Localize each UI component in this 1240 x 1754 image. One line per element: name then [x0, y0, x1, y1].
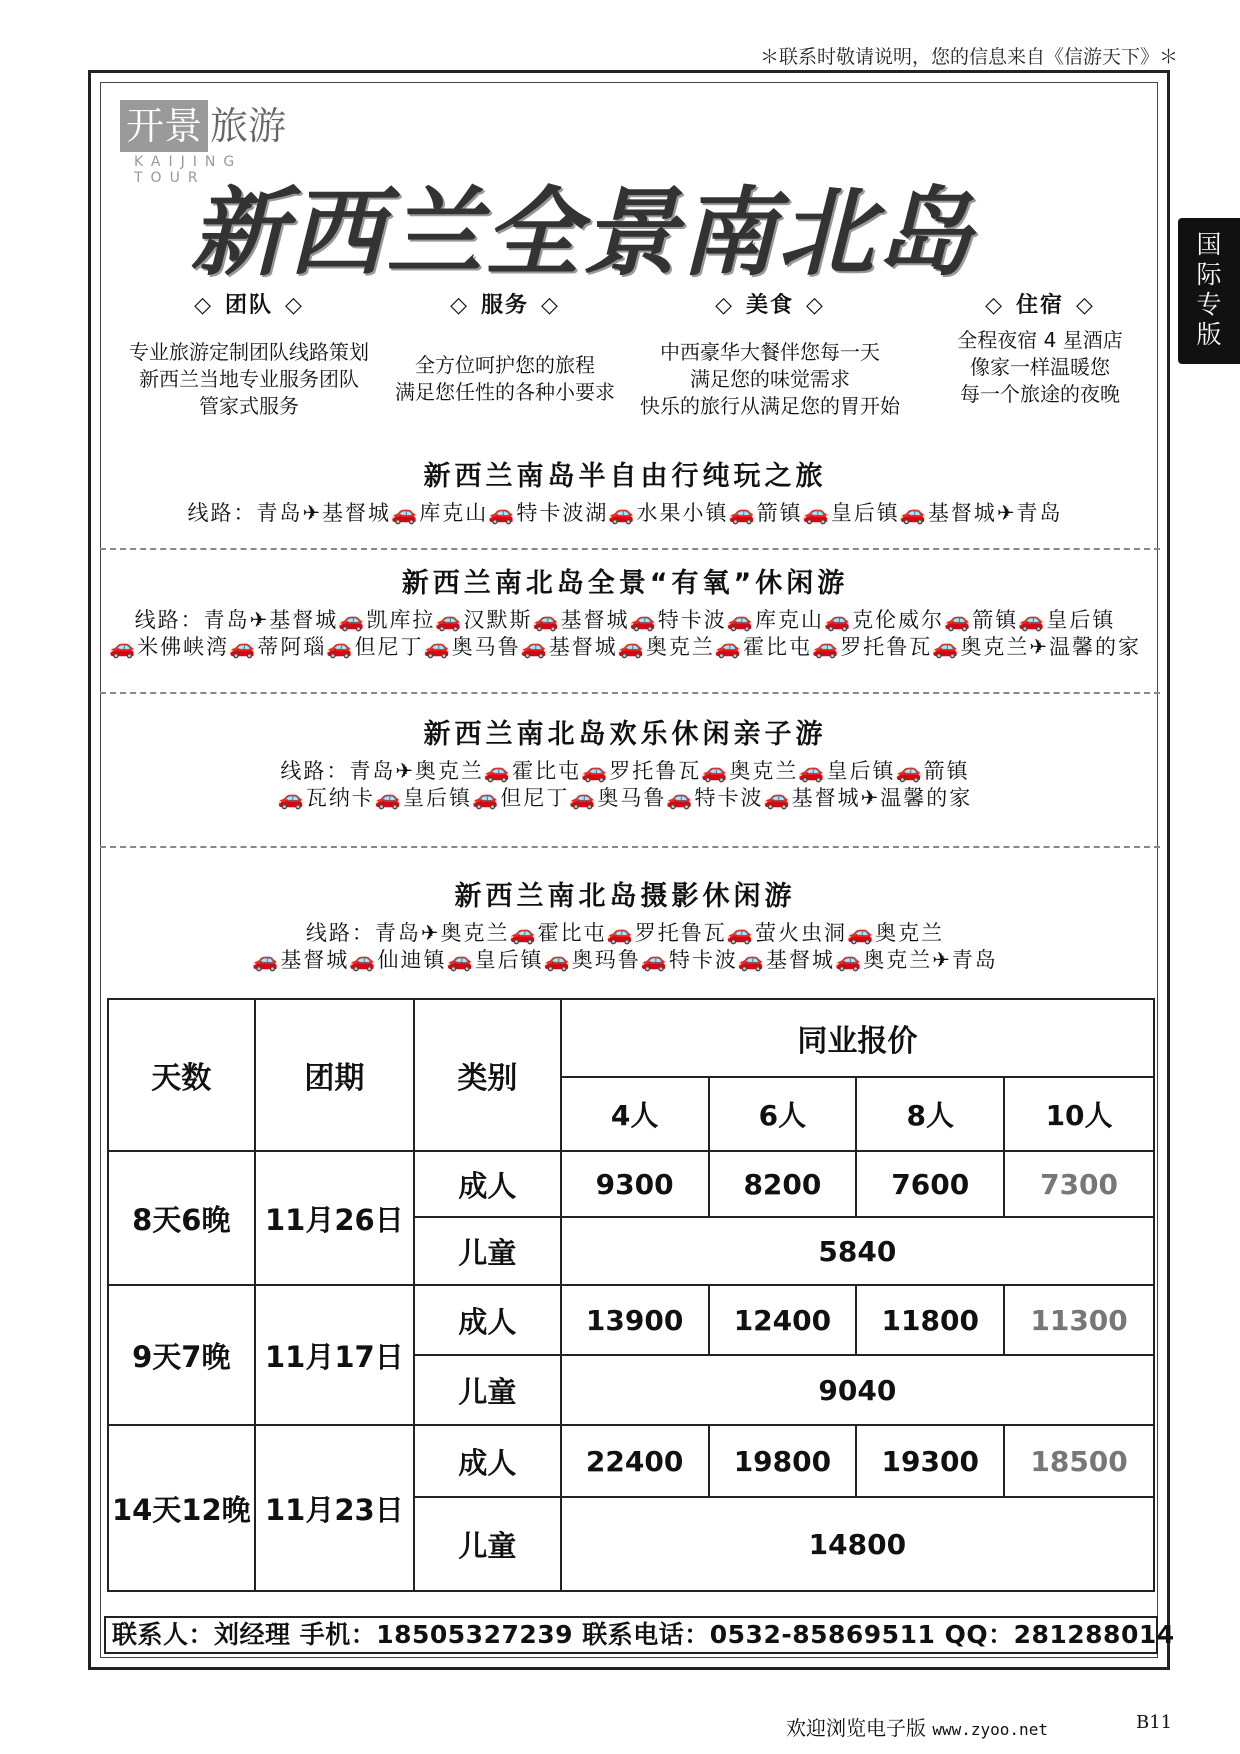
feature-line: 全程夜宿 4 星酒店 — [957, 328, 1123, 352]
row-category-adult: 成人 — [414, 1151, 561, 1217]
row-category-child: 儿童 — [414, 1217, 561, 1285]
diamond-icon: ◇ — [985, 293, 1004, 318]
header-days: 天数 — [108, 999, 255, 1151]
feature-line: 满足您的味觉需求 — [690, 367, 850, 391]
feature-heading: 美食 — [745, 293, 794, 318]
dashed-divider — [100, 548, 1160, 550]
header-price: 同业报价 — [561, 999, 1154, 1077]
diamond-icon: ◇ — [194, 293, 213, 318]
header-size: 6人 — [709, 1077, 857, 1151]
header-type: 类别 — [414, 999, 561, 1151]
section-side-tab — [1178, 218, 1240, 364]
diamond-icon: ◇ — [806, 293, 825, 318]
source-notice: ＊联系时敬请说明，您的信息来自《信游天下》＊ — [759, 46, 1178, 68]
feature-food — [620, 288, 920, 420]
feature-lodging — [920, 288, 1160, 408]
route-title: 新西兰南北岛摄影休闲游 — [454, 881, 796, 912]
row-days: 9天7晚 — [108, 1285, 255, 1425]
route-line: 🚗基督城🚗仙迪镇🚗皇后镇🚗奥玛鲁🚗特卡波🚗基督城🚗奥克兰✈青岛 — [252, 948, 998, 972]
route-title: 新西兰南北岛欢乐休闲亲子游 — [423, 719, 827, 750]
row-days: 14天12晚 — [108, 1425, 255, 1591]
route-line: 线路：青岛✈基督城🚗库克山🚗特卡波湖🚗水果小镇🚗箭镇🚗皇后镇🚗基督城✈青岛 — [187, 501, 1063, 525]
price-cell: 19800 — [709, 1425, 857, 1497]
feature-service — [370, 288, 640, 406]
feature-line: 像家一样温暖您 — [970, 355, 1110, 379]
page-number: B11 — [1136, 1712, 1173, 1733]
header-size: 8人 — [856, 1077, 1004, 1151]
row-category-child: 儿童 — [414, 1355, 561, 1425]
main-title: 新西兰全景南北岛 — [190, 177, 974, 289]
route-block — [100, 880, 1150, 974]
feature-line: 每一个旅途的夜晚 — [960, 382, 1120, 406]
feature-line: 管家式服务 — [199, 394, 299, 418]
price-cell: 7600 — [856, 1151, 1004, 1217]
price-cell: 9300 — [561, 1151, 709, 1217]
row-date: 11月26日 — [255, 1151, 415, 1285]
price-cell: 7300 — [1004, 1151, 1154, 1217]
diamond-icon: ◇ — [541, 293, 560, 318]
route-title: 新西兰南北岛全景“有氧”休闲游 — [401, 568, 849, 599]
price-cell: 12400 — [709, 1285, 857, 1355]
feature-line: 全方位呵护您的旅程 — [415, 353, 595, 377]
side-tab-char: 际 — [1196, 260, 1222, 289]
brand-logo — [120, 100, 287, 186]
route-line: 🚗米佛峡湾🚗蒂阿瑙🚗但尼丁🚗奥马鲁🚗基督城🚗奥克兰🚗霍比屯🚗罗托鲁瓦🚗奥克兰✈温馨的家 — [109, 635, 1141, 659]
price-cell: 18500 — [1004, 1425, 1154, 1497]
child-price-cell: 9040 — [561, 1355, 1154, 1425]
price-cell: 11800 — [856, 1285, 1004, 1355]
feature-line: 新西兰当地专业服务团队 — [139, 367, 359, 391]
route-block — [100, 718, 1150, 812]
row-category-child: 儿童 — [414, 1497, 561, 1591]
feature-line: 中西豪华大餐伴您每一天 — [660, 340, 880, 364]
row-category-adult: 成人 — [414, 1425, 561, 1497]
side-tab-char: 专 — [1196, 290, 1222, 319]
header-size: 4人 — [561, 1077, 709, 1151]
diamond-icon: ◇ — [450, 293, 469, 318]
feature-line: 快乐的旅行从满足您的胃开始 — [640, 394, 900, 418]
route-block — [100, 460, 1150, 527]
route-line: 线路：青岛✈奥克兰🚗霍比屯🚗罗托鲁瓦🚗萤火虫洞🚗奥克兰 — [305, 921, 945, 945]
price-cell: 19300 — [856, 1425, 1004, 1497]
header-date: 团期 — [255, 999, 415, 1151]
dashed-divider — [100, 846, 1160, 848]
price-cell: 11300 — [1004, 1285, 1154, 1355]
header-size: 10人 — [1004, 1077, 1154, 1151]
child-price-cell: 14800 — [561, 1497, 1154, 1591]
footer-url[interactable]: www.zyoo.net — [932, 1720, 1048, 1739]
price-table — [107, 998, 1155, 1592]
logo-boxed-text: 开景 — [120, 100, 208, 152]
footer-welcome: 欢迎浏览电子版 — [786, 1716, 926, 1740]
logo-english: KAIJING TOUR — [134, 154, 243, 186]
feature-heading: 服务 — [480, 293, 529, 318]
diamond-icon: ◇ — [285, 293, 304, 318]
diamond-icon: ◇ — [1076, 293, 1095, 318]
price-cell: 22400 — [561, 1425, 709, 1497]
footer — [786, 1712, 1173, 1741]
dashed-divider — [100, 692, 1160, 694]
route-title: 新西兰南岛半自由行纯玩之旅 — [423, 461, 827, 492]
feature-team — [104, 288, 394, 420]
diamond-icon: ◇ — [715, 293, 734, 318]
feature-line: 专业旅游定制团队线路策划 — [129, 340, 369, 364]
price-cell: 8200 — [709, 1151, 857, 1217]
child-price-cell: 5840 — [561, 1217, 1154, 1285]
row-category-adult: 成人 — [414, 1285, 561, 1355]
feature-heading: 住宿 — [1015, 293, 1064, 318]
route-line: 线路：青岛✈基督城🚗凯库拉🚗汉默斯🚗基督城🚗特卡波🚗库克山🚗克伦威尔🚗箭镇🚗皇后镇 — [134, 608, 1116, 632]
route-line: 🚗瓦纳卡🚗皇后镇🚗但尼丁🚗奥马鲁🚗特卡波🚗基督城✈温馨的家 — [277, 786, 973, 810]
feature-line: 满足您任性的各种小要求 — [395, 380, 615, 404]
row-date: 11月17日 — [255, 1285, 415, 1425]
row-days: 8天6晚 — [108, 1151, 255, 1285]
logo-plain-text: 旅游 — [210, 104, 287, 148]
side-tab-char: 版 — [1196, 320, 1222, 349]
contact-bar: 联系人：刘经理 手机：18505327239 联系电话：0532-85869511 QQ：281288014 — [104, 1616, 1158, 1654]
price-cell: 13900 — [561, 1285, 709, 1355]
route-block — [100, 567, 1150, 661]
side-tab-char: 国 — [1196, 230, 1222, 259]
feature-heading: 团队 — [224, 293, 273, 318]
row-date: 11月23日 — [255, 1425, 415, 1591]
route-line: 线路：青岛✈奥克兰🚗霍比屯🚗罗托鲁瓦🚗奥克兰🚗皇后镇🚗箭镇 — [280, 759, 970, 783]
